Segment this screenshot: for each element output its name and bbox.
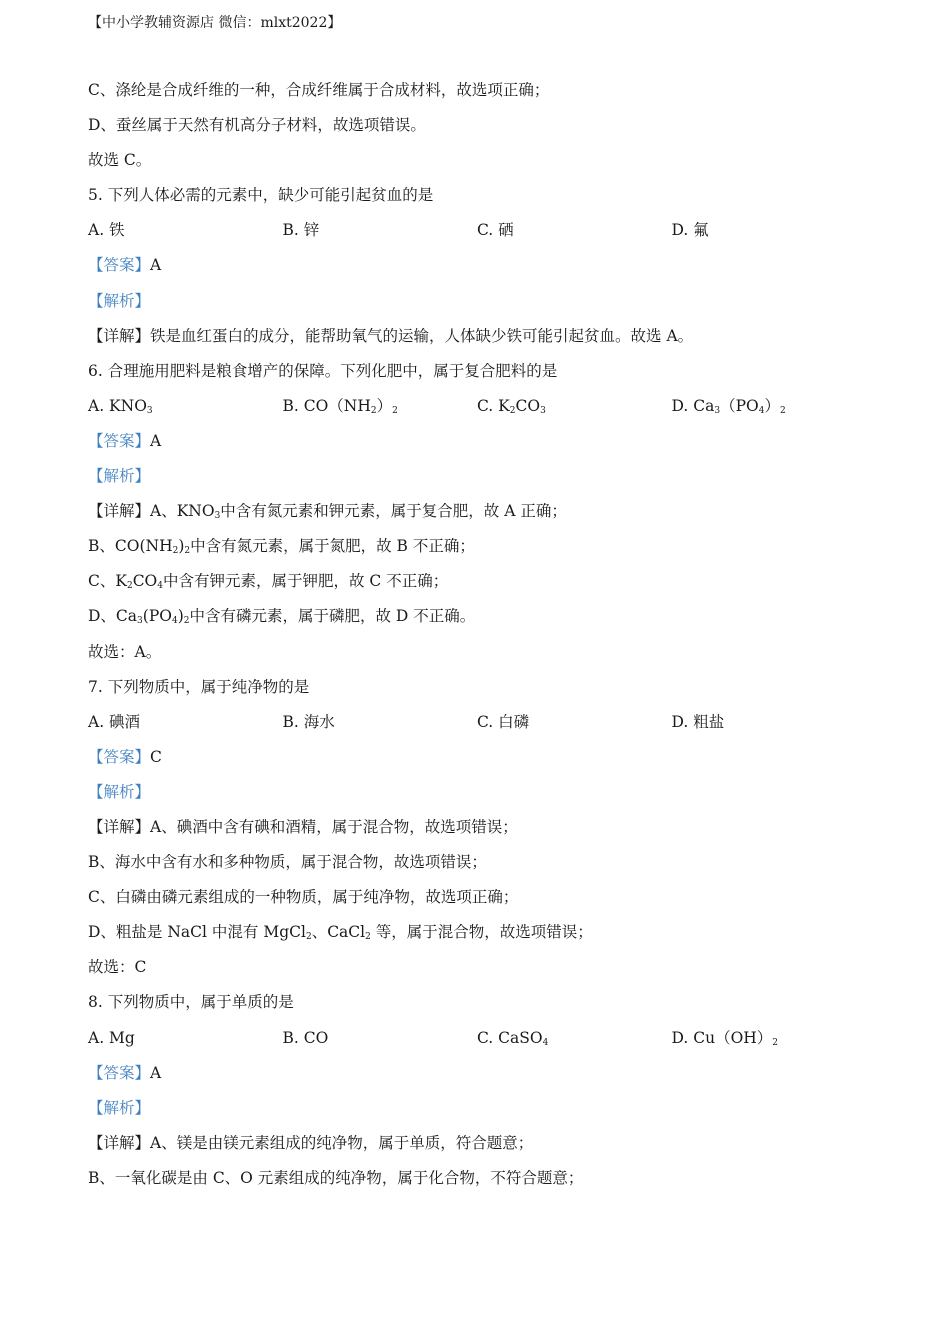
q6-conclusion: 故选：A。 — [88, 642, 162, 661]
analysis-label: 【解析】 — [88, 1098, 151, 1117]
q6-detail-b: B、$CO(NH_2)_2$中含有氮元素，属于氮肥，故 B 不正确； — [88, 537, 475, 557]
q7-detail-b: B、海水中含有水和多种物质，属于混合物，故选项错误； — [88, 853, 487, 872]
answer-label: 【答案】 — [88, 747, 151, 766]
q4-conclusion: 故选 C。 — [88, 151, 152, 170]
q6-analysis-label — [88, 459, 888, 494]
q6-options — [88, 389, 888, 424]
q7-answer-value: C — [150, 747, 162, 766]
q7-option-b: B. 海水 — [282, 712, 335, 731]
q7-option-c: C. 白磷 — [477, 712, 530, 731]
page-header-watermark: 【中小学教辅资源店 微信：mlxt2022】 — [88, 15, 342, 31]
q5-answer-value: A — [150, 256, 162, 275]
q6-answer — [88, 424, 888, 459]
analysis-label: 【解析】 — [88, 291, 151, 310]
q7-option-d: D. 粗盐 — [671, 712, 725, 731]
q6-answer-value: A — [150, 431, 162, 450]
q6-option-a: A. $KNO_3$ — [88, 396, 153, 416]
analysis-label: 【解析】 — [88, 467, 151, 486]
q7-option-a: A. 碘酒 — [88, 712, 141, 731]
q5-option-c: C. 硒 — [477, 221, 514, 240]
answer-label: 【答案】 — [88, 256, 151, 275]
q6-detail-c: C、$K_2CO_4$中含有钾元素，属于钾肥，故 C 不正确； — [88, 572, 449, 592]
q8-answer-value: A — [150, 1063, 162, 1082]
q8-detail-b: B、一氧化碳是由 C、O 元素组成的纯净物，属于化合物，不符合题意； — [88, 1168, 584, 1187]
q8-options — [88, 1021, 888, 1056]
q7-answer — [88, 740, 888, 775]
q7-analysis-label — [88, 775, 888, 810]
detail-label: 【详解】 — [88, 326, 151, 345]
q5-options — [88, 213, 888, 248]
q6-option-b: B. $CO(NH_2)_2$ — [282, 396, 398, 416]
q5-detail — [88, 319, 888, 354]
q8-stem: 8. 下列物质中，属于单质的是 — [88, 993, 294, 1012]
q7-options — [88, 705, 888, 740]
q5-stem: 5. 下列人体必需的元素中，缺少可能引起贫血的是 — [88, 186, 434, 205]
q5-option-b: B. 锌 — [282, 221, 320, 240]
q7-detail-d: D、粗盐是 NaCl 中混有 MgCl$_2$、CaCl$_2$ 等，属于混合物，故选项错误； — [88, 923, 593, 943]
q8-option-a: A. Mg — [88, 1028, 135, 1047]
q4-explanation-c: C、涤纶是合成纤维的一种，合成纤维属于合成材料，故选项正确； — [88, 81, 550, 99]
q7-stem: 7. 下列物质中，属于纯净物的是 — [88, 677, 310, 696]
q7-detail-c: C、白磷由磷元素组成的一种物质，属于纯净物，故选项正确； — [88, 888, 519, 907]
q5-analysis-label — [88, 284, 888, 319]
q6-option-c: C. $K_2CO_3$ — [477, 396, 546, 416]
q6-detail-d: D、$Ca_3(PO_4)_2$中含有磷元素，属于磷肥，故 D 不正确。 — [88, 607, 476, 627]
answer-label: 【答案】 — [88, 431, 151, 450]
q7-detail-a: 【详解】A、碘酒中含有碘和酒精，属于混合物，故选项错误； — [88, 817, 518, 836]
q8-analysis-label — [88, 1091, 888, 1126]
q5-option-a: A. 铁 — [88, 221, 125, 240]
q8-option-b: B. CO — [282, 1028, 329, 1047]
detail-label: 【详解】 — [88, 817, 151, 836]
q4-explanation-d: D、蚕丝属于天然有机高分子材料，故选项错误。 — [88, 116, 426, 135]
q6-option-d: D. $Ca_3(PO_4)_2$ — [671, 396, 786, 416]
detail-label: 【详解】 — [88, 502, 151, 521]
q6-detail-a: 【详解】A、$KNO_3$中含有氮元素和钾元素，属于复合肥，故 A 正确； — [88, 502, 567, 522]
q5-option-d: D. 氟 — [671, 221, 709, 240]
q8-option-d: D. $Cu(OH)_2$ — [671, 1028, 779, 1048]
q7-conclusion: 故选：C — [88, 958, 147, 977]
q6-stem: 6. 合理施用肥料是粮食增产的保障。下列化肥中，属于复合肥料的是 — [88, 361, 558, 380]
analysis-label: 【解析】 — [88, 782, 151, 801]
q8-detail-a: 【详解】A、镁是由镁元素组成的纯净物，属于单质，符合题意； — [88, 1133, 534, 1152]
document-body — [88, 73, 888, 1196]
detail-label: 【详解】 — [88, 1133, 151, 1152]
q5-detail-text: 铁是血红蛋白的成分，能帮助氧气的运输，人体缺少铁可能引起贫血。故选 A。 — [150, 326, 694, 345]
answer-label: 【答案】 — [88, 1063, 151, 1082]
q8-answer — [88, 1056, 888, 1091]
q8-option-c: C. CaSO$_4$ — [477, 1028, 549, 1048]
q5-answer — [88, 248, 888, 283]
